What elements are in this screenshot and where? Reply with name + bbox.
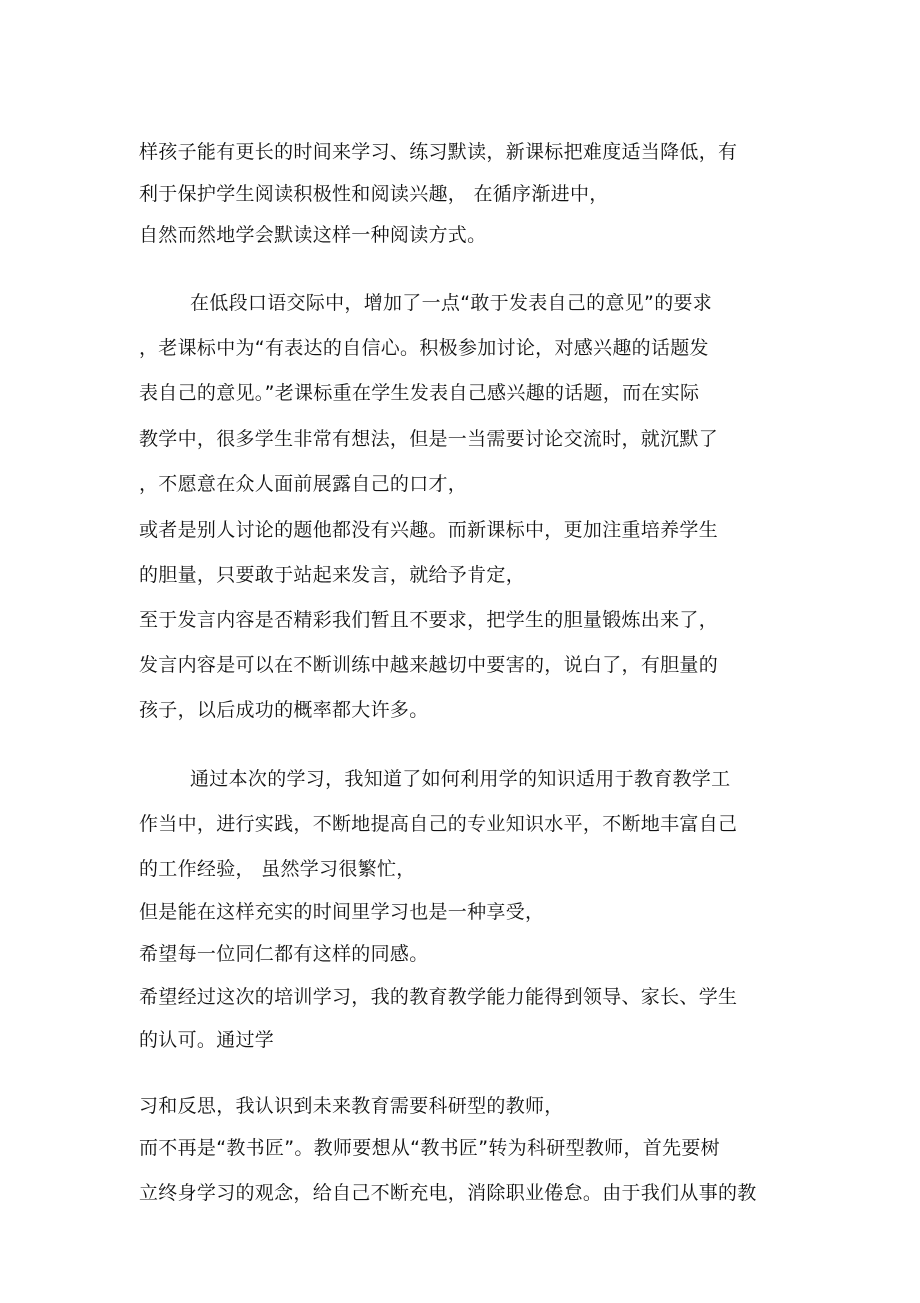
- text-line: 立终身学习的观念，给自己不断充电，消除职业倦怠。由于我们从事的教: [139, 1182, 757, 1204]
- text-line: 希望经过这次的培训学习，我的教育教学能力能得到领导、家长、学生: [139, 986, 738, 1008]
- text-line: 通过本次的学习，我知道了如何利用学的知识适用于教育教学工: [190, 768, 731, 790]
- text-line: 至于发言内容是否精彩我们暂且不要求，把学生的胆量锻炼出来了，: [139, 609, 719, 631]
- text-line: 教学中，很多学生非常有想法，但是一当需要讨论交流时，就沉默了: [139, 428, 719, 450]
- text-line: 但是能在这样充实的时间里学习也是一种享受，: [139, 901, 545, 923]
- text-line: 习和反思，我认识到未来教育需要科研型的教师，: [139, 1095, 564, 1117]
- text-line: 在低段口语交际中，增加了一点“敢于发表自己的意见”的要求: [190, 292, 713, 314]
- text-line: 样孩子能有更长的时间来学习、练习默读，新课标把难度适当降低，有: [139, 141, 738, 163]
- text-line: 的胆量，只要敢于站起来发言，就给予肯定，: [139, 564, 526, 586]
- text-line: ，不愿意在众人面前展露自己的口才，: [139, 473, 468, 495]
- text-line: 自然而然地学会默读这样一种阅读方式。: [139, 224, 487, 246]
- text-line: 表自己的意见。”老课标重在学生发表自己感兴趣的话题，而在实际: [139, 382, 700, 404]
- text-line: ，老课标中为“有表达的自信心。积极参加讨论，对感兴趣的话题发: [139, 337, 709, 359]
- text-line: 孩子，以后成功的概率都大许多。: [139, 699, 429, 721]
- text-line: 而不再是“教书匠”。教师要想从“教书匠”转为科研型教师，首先要树: [139, 1137, 720, 1159]
- text-line: 或者是别人讨论的题他都没有兴趣。而新课标中，更加注重培养学生: [139, 519, 719, 541]
- text-line: 的认可。通过学: [139, 1029, 275, 1051]
- text-line: 希望每一位同仁都有这样的同感。: [139, 943, 429, 965]
- text-line: 作当中，进行实践，不断地提高自己的专业知识水平，不断地丰富自己: [139, 813, 738, 835]
- text-line: 发言内容是可以在不断训练中越来越切中要害的，说白了，有胆量的: [139, 654, 719, 676]
- text-line: 的工作经验， 虽然学习很繁忙，: [139, 858, 416, 880]
- text-line: 利于保护学生阅读积极性和阅读兴趣， 在循序渐进中，: [139, 183, 609, 205]
